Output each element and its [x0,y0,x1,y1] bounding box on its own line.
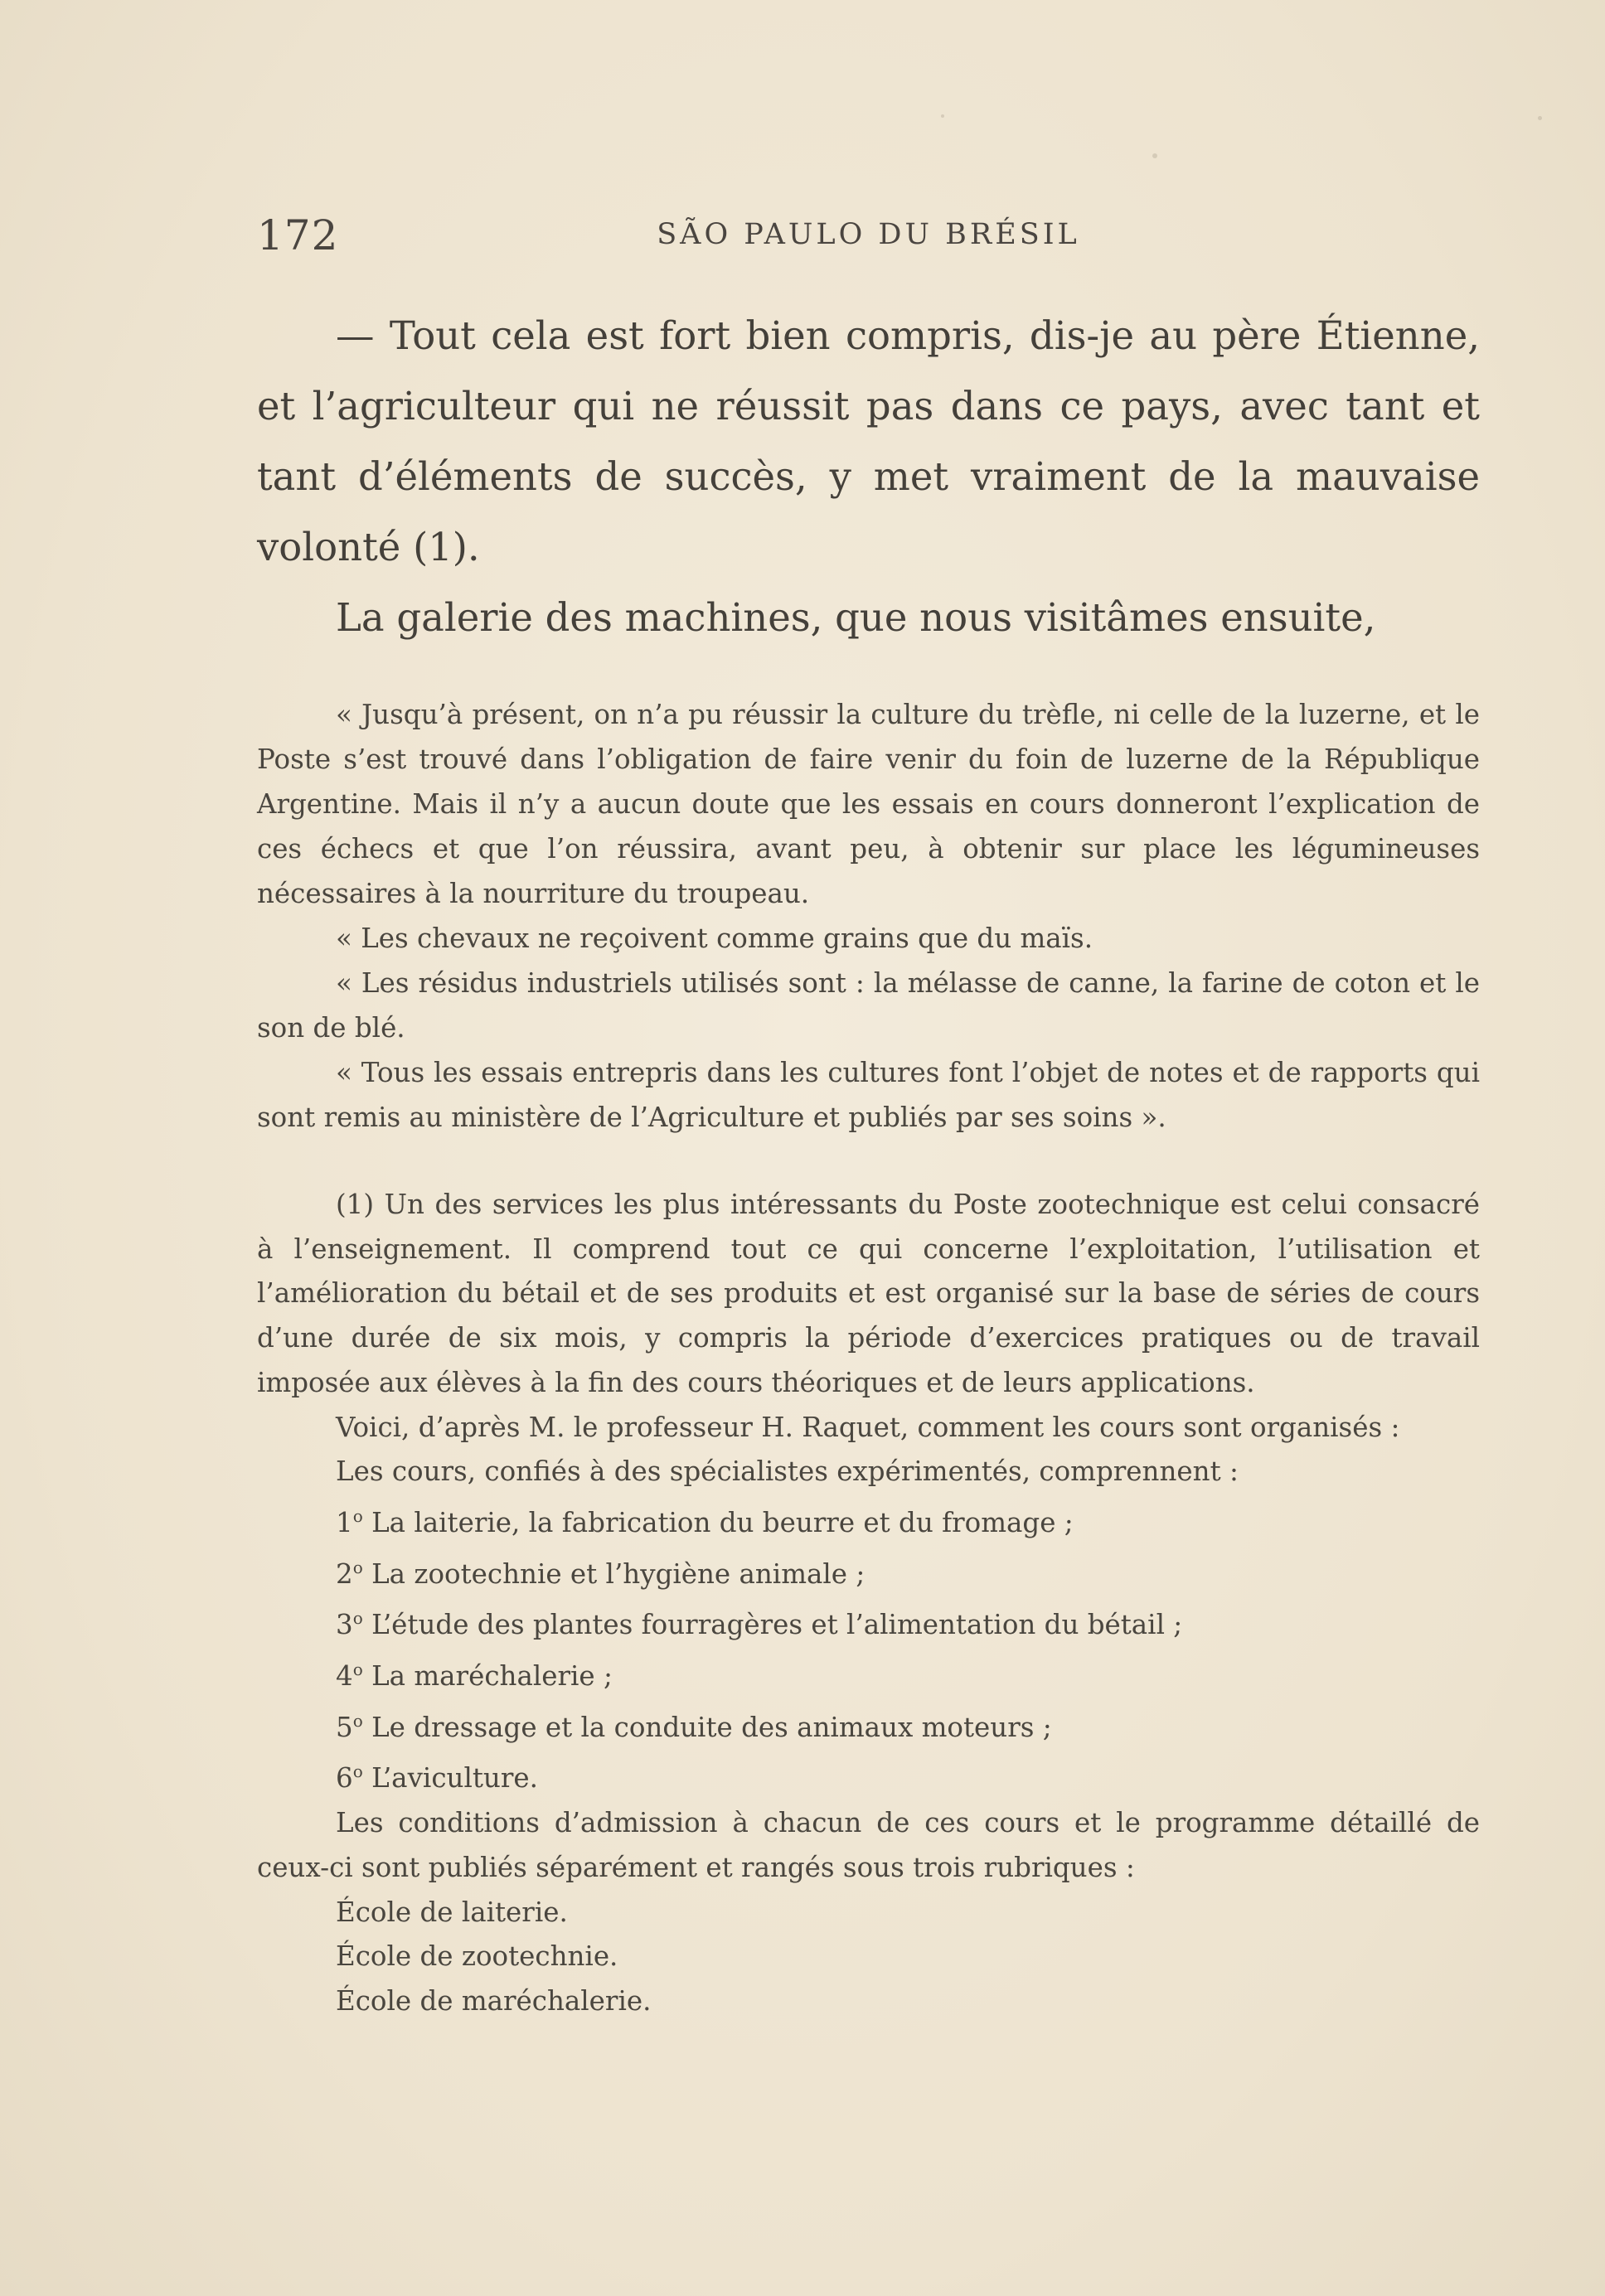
school-item: École de zootechnie. [336,1940,618,1973]
course-number: 6 [336,1762,353,1795]
course-text: L’aviculture. [362,1762,538,1795]
course-number: 3 [336,1609,353,1641]
running-title: SÃO PAULO DU BRÉSIL [657,218,1080,251]
course-item [257,1699,1480,1751]
course-text: Le dressage et la conduite des animaux moteurs ; [362,1711,1052,1743]
quote-paragraph: « Tous les essais entrepris dans les cultures font l’objet de notes et de rapports qui sont remis au ministère de l’Agriculture et publiés par ses soins ». [257,1057,1480,1133]
quoted-notes [257,692,1480,1140]
ordinal-marker: o [352,1505,363,1526]
course-text: La laiterie, la fabrication du beurre et du fromage ; [362,1506,1074,1538]
footnote-paragraph: (1) Un des services les plus intéressants du Poste zootechnique est celui consacré à l’enseignement. Il comprend tout ce qui concerne l’exploitation, l’utilisation et l’amélioration du bétail et de ses produits et est organisé sur la base de séries de cours d’une durée de six mois, y compris la période d’exercices pratiques ou de travail imposée aux élèves à la fin des cours théoriques et de leurs applications. [257,1189,1480,1398]
ordinal-marker: o [352,1710,363,1731]
ordinal-marker: o [352,1659,363,1680]
course-number: 2 [336,1557,353,1590]
course-number: 4 [336,1660,353,1693]
main-text [257,301,1480,653]
course-item [257,1546,1480,1597]
course-item [257,1750,1480,1801]
ordinal-marker: o [352,1761,363,1782]
quote-paragraph: « Les chevaux ne reçoivent comme grains que du maïs. [336,923,1093,954]
footnote [257,1183,1480,2024]
course-text: L’étude des plantes fourragères et l’alimentation du bétail ; [362,1609,1183,1641]
ordinal-marker: o [352,1557,363,1577]
footnote-paragraph: Les conditions d’admission à chacun de ces cours et le programme détaillé de ceux-ci sont publiés séparément et rangés sous trois rubriques : [257,1807,1480,1883]
course-number: 5 [336,1711,353,1743]
course-item [257,1494,1480,1546]
school-item: École de maréchalerie. [336,1984,652,2017]
course-item [257,1648,1480,1699]
quote-paragraph: « Jusqu’à présent, on n’a pu réussir la culture du trèfle, ni celle de la luzerne, et le Poste s’est trouvé dans l’obligation de faire venir du foin de luzerne de la République Argentine. Mais il n’y a aucun doute que les essais en cours donneront l’explication de ces échecs et que l’on réussira, avant peu, à obtenir sur place les légumineuses nécessaires à la nourriture du troupeau. [257,699,1480,909]
main-paragraph: — Tout cela est fort bien compris, dis-je au père Étienne, et l’agriculteur qui ne réussit pas dans ce pays, avec tant et tant d’éléments de succès, y met vraiment de la mauvaise volonté (1). [257,313,1480,569]
school-item: École de laiterie. [336,1896,568,1928]
ordinal-marker: o [352,1608,363,1629]
course-text: La zootechnie et l’hygiène animale ; [362,1557,866,1590]
footnote-paragraph: Voici, d’après M. le professeur H. Raquet, comment les cours sont organisés : [336,1411,1400,1443]
quote-paragraph: « Les résidus industriels utilisés sont : la mélasse de canne, la farine de coton et le son de blé. [257,967,1480,1044]
course-item [257,1596,1480,1648]
page-number: 172 [257,211,339,259]
footnote-paragraph: Les cours, confiés à des spécialistes expérimentés, comprennent : [336,1456,1239,1488]
main-paragraph: La galerie des machines, que nous visitâmes ensuite, [336,595,1376,640]
course-text: La maréchalerie ; [362,1660,613,1693]
course-number: 1 [336,1506,353,1538]
page-header [257,211,1480,261]
